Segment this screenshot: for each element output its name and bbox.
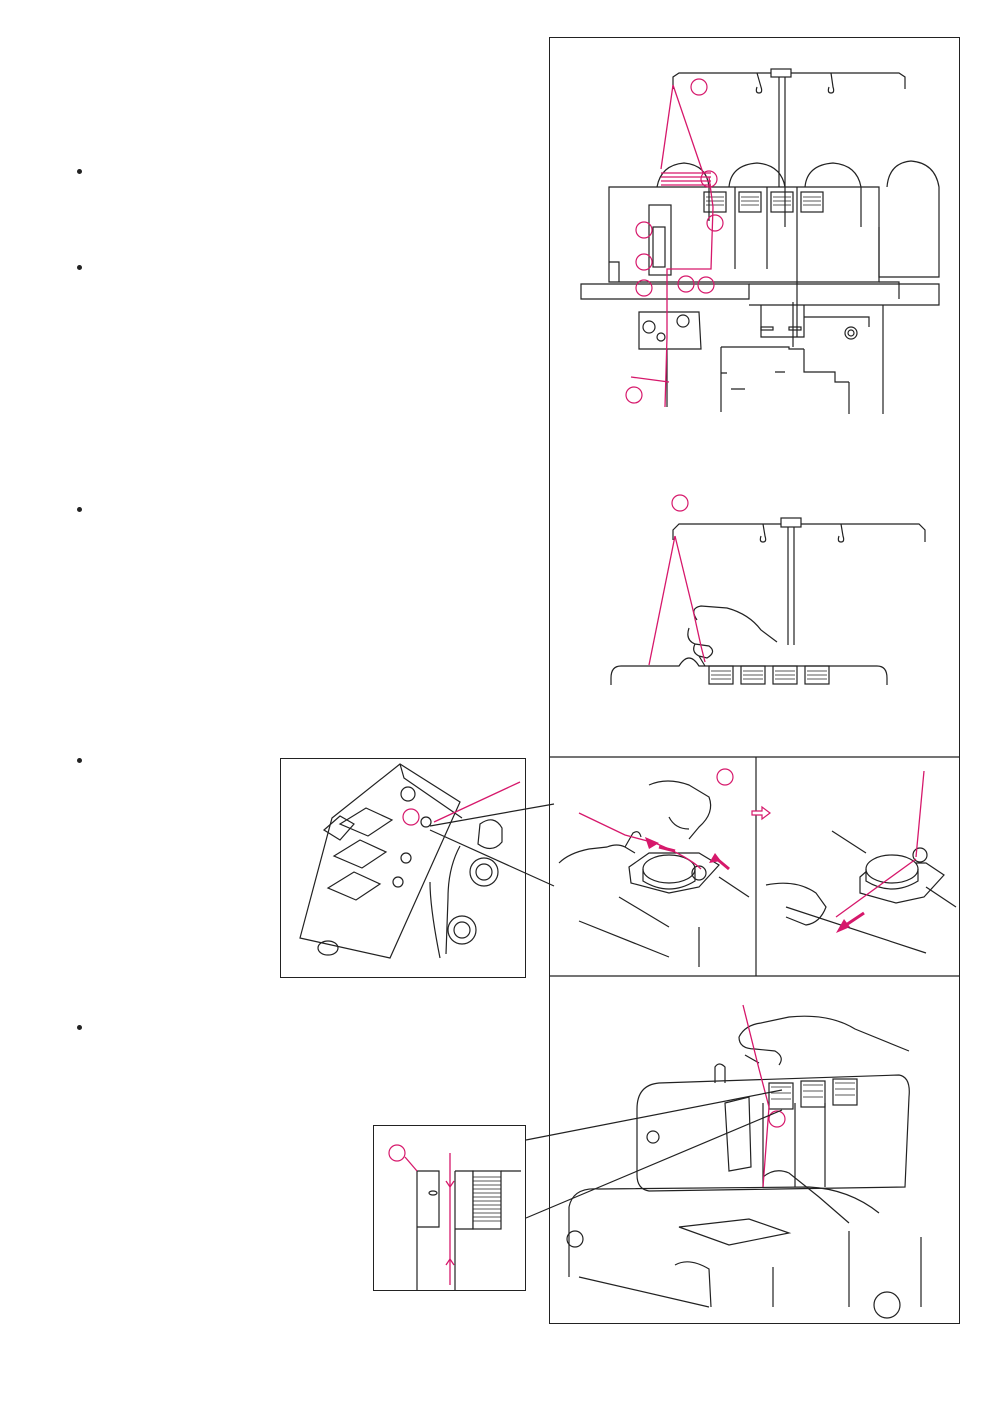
guide-closeup-step2-figure <box>756 757 960 975</box>
bullet-2 <box>77 265 82 270</box>
leader-lines-1 <box>430 800 560 890</box>
tension-detail-figure <box>373 1125 526 1291</box>
bullet-5 <box>77 1025 82 1030</box>
bullet-4 <box>77 758 82 763</box>
guide-closeup-step1-figure <box>549 757 756 975</box>
bullet-3 <box>77 507 82 512</box>
threading-overview-figure <box>549 37 960 447</box>
bullet-1 <box>77 169 82 174</box>
thread-guide-pole-figure <box>549 480 960 700</box>
leader-lines-2 <box>520 1080 790 1220</box>
